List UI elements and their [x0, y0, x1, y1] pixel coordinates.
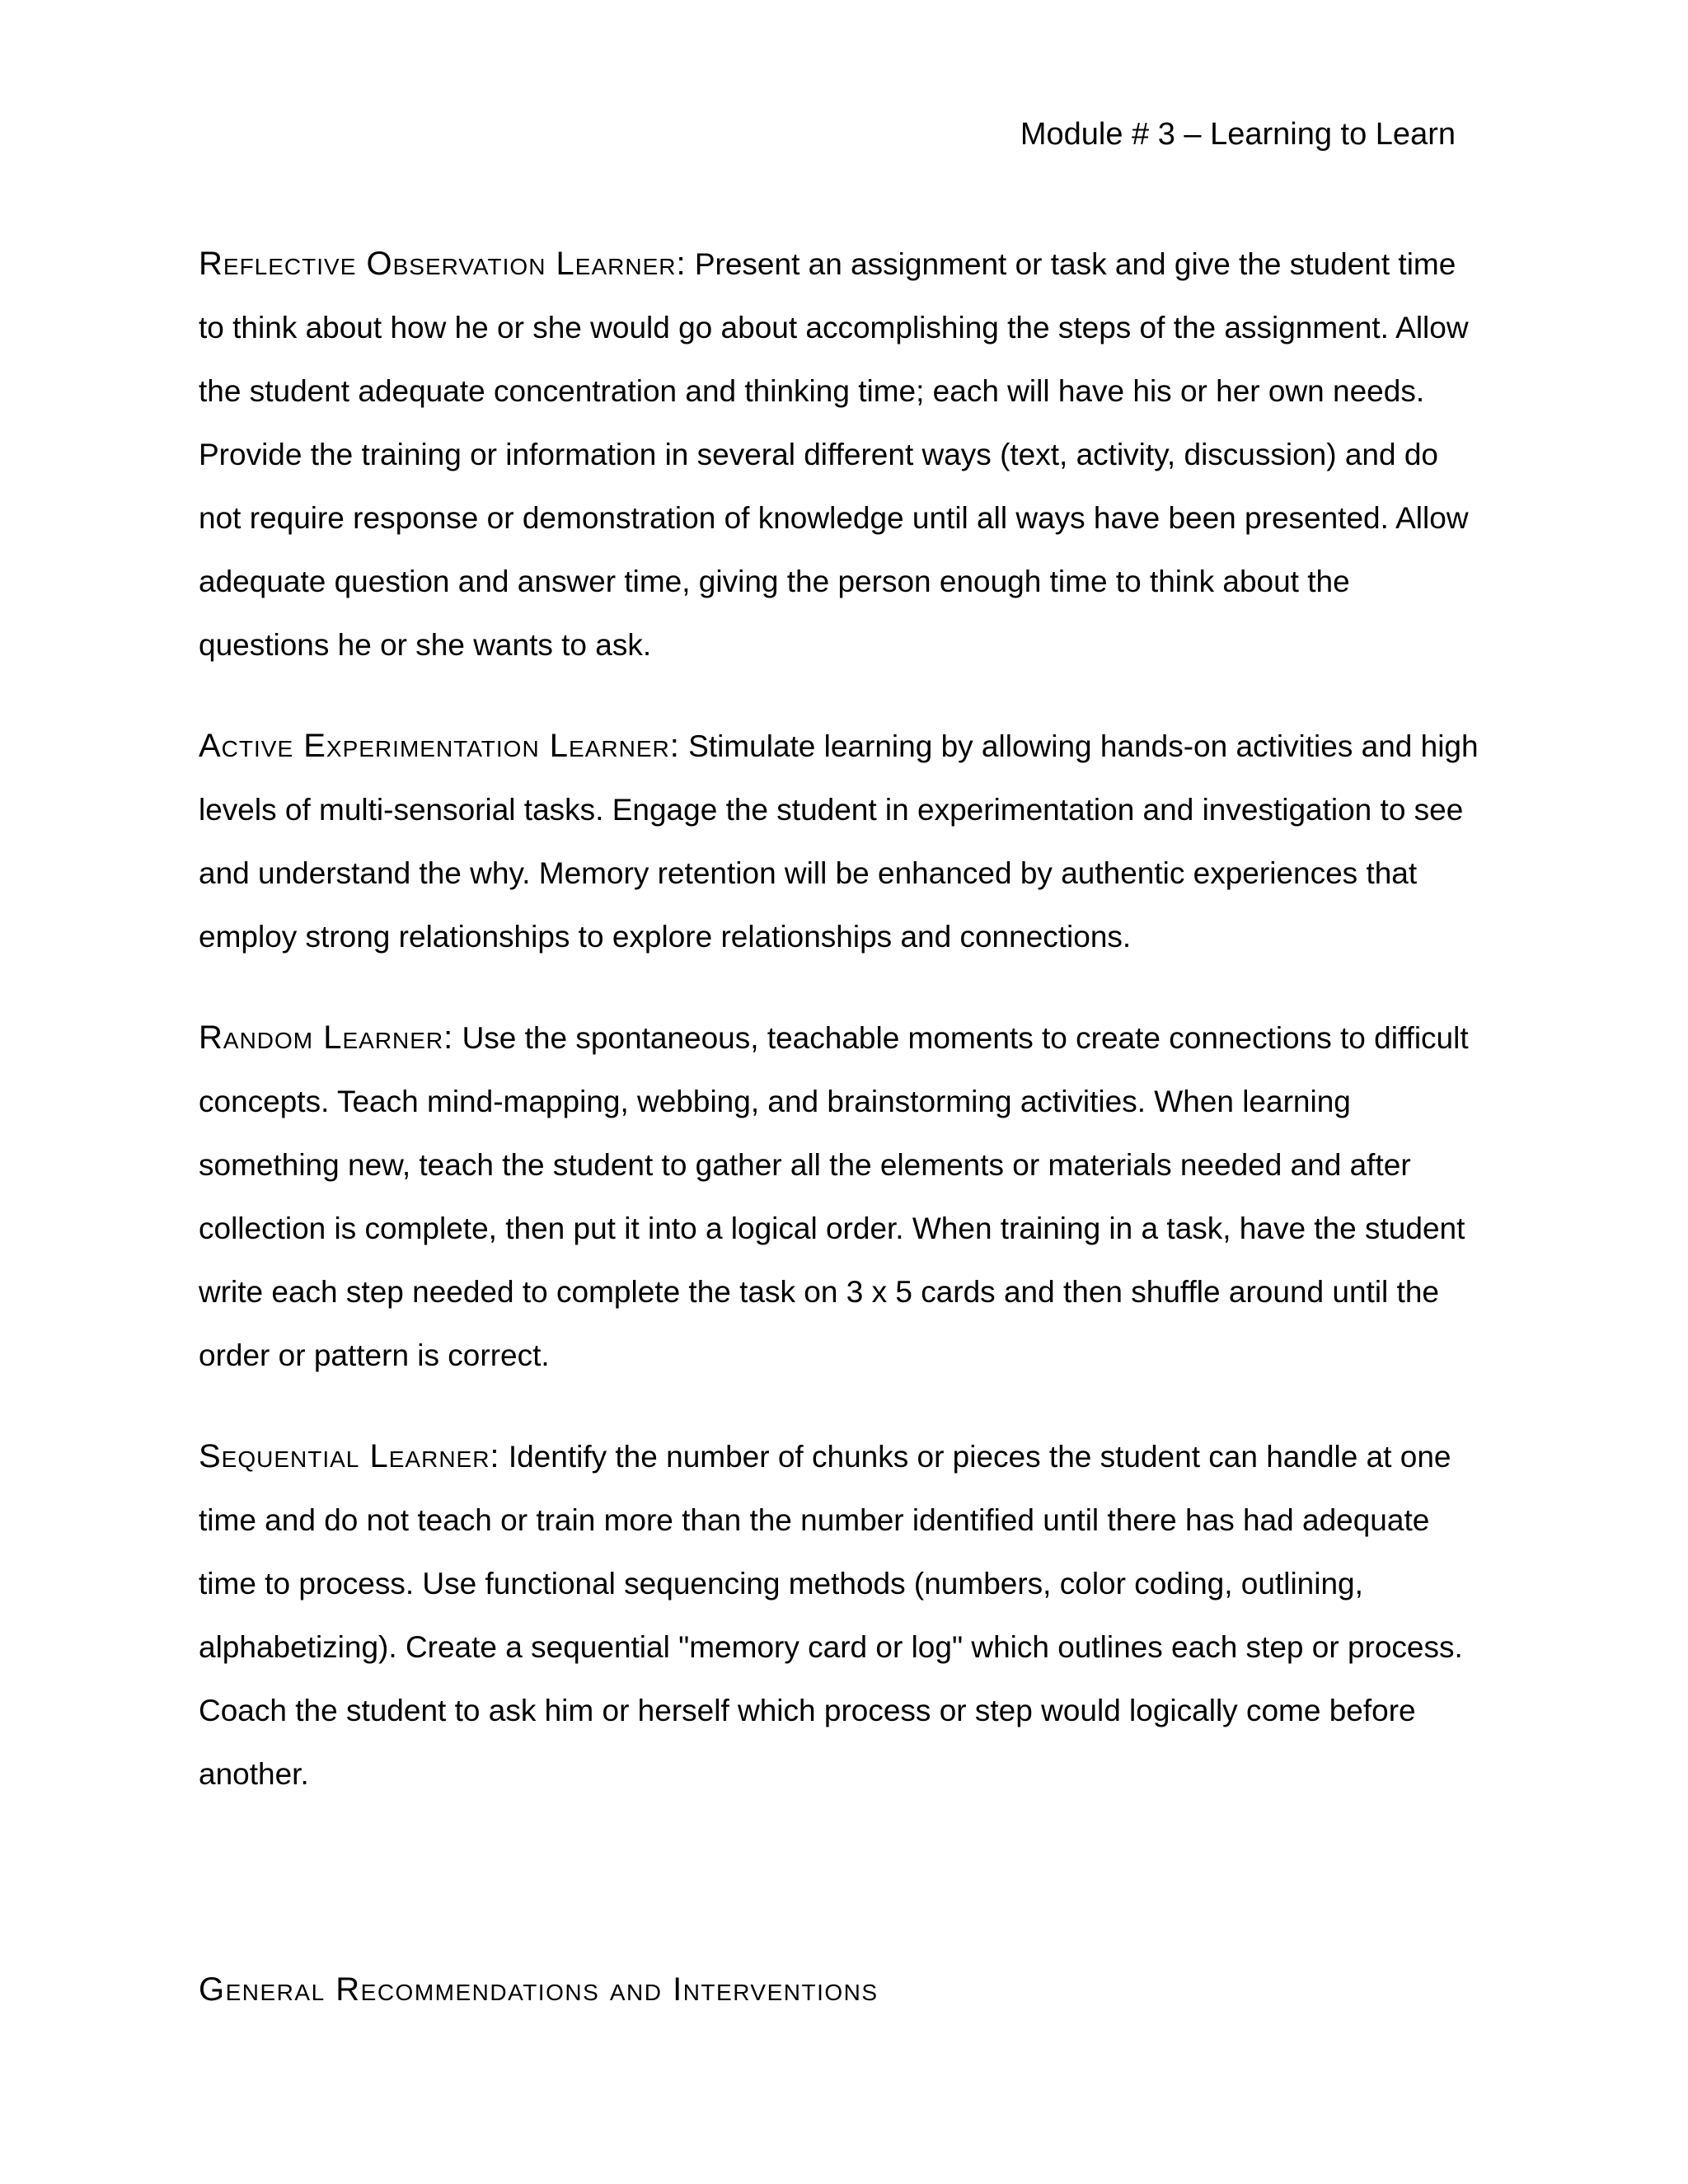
active-experimentation-paragraph — [199, 715, 1484, 968]
paragraph-text: Stimulate learning by allowing hands-on activities and high levels of multi-sensorial tasks. Engage the student in experimentation and investigation to see and understand the why. Memory retention will be enhanced by authentic experiences that employ strong relationships to explore relationships and connections. — [199, 729, 1479, 954]
paragraph-lead-label: Reflective Observation Learner: — [199, 246, 687, 282]
reflective-observation-paragraph — [199, 232, 1484, 677]
paragraph-lead-label: Random Learner: — [199, 1019, 454, 1056]
paragraph-text: Present an assignment or task and give the student time to think about how he or she would go about accomplishing the steps of the assignment. Allow the student adequate concentration and thinking time; each will have his or her own needs. Provide the training or information in several different ways (text, activity, discussion) and do not require response or demonstration of knowledge until all ways have been presented. Allow adequate question and answer time, giving the person enough time to think about the questions he or she wants to ask. — [199, 247, 1469, 662]
random-learner-paragraph — [199, 1006, 1484, 1387]
document-body — [199, 232, 1484, 1806]
running-header: Module # 3 – Learning to Learn — [1020, 117, 1456, 152]
paragraph-lead-label: Active Experimentation Learner: — [199, 728, 680, 764]
paragraph-text: Use the spontaneous, teachable moments to create connections to difficult concepts. Teach mind-mapping, webbing, and brainstorming activities. When learning something new, teach the student to gather all the elements or materials needed and after collection is complete, then put it into a logical order. When training in a task, have the student write each step needed to complete the task on 3 x 5 cards and then shuffle around until the order or pattern is correct. — [199, 1021, 1469, 1372]
paragraph-text: Identify the number of chunks or pieces the student can handle at one time and do not teach or train more than the number identified until there has had adequate time to process. Use functional sequencing methods (numbers, color coding, outlining, alphabetizing). Create a sequential "memory card or log" which outlines each step or process. Coach the student to ask him or herself which process or step would logically come before another. — [199, 1440, 1463, 1791]
section-heading: General Recommendations and Interventions — [199, 1971, 879, 2008]
paragraph-lead-label: Sequential Learner: — [199, 1438, 500, 1474]
sequential-learner-paragraph — [199, 1425, 1484, 1806]
